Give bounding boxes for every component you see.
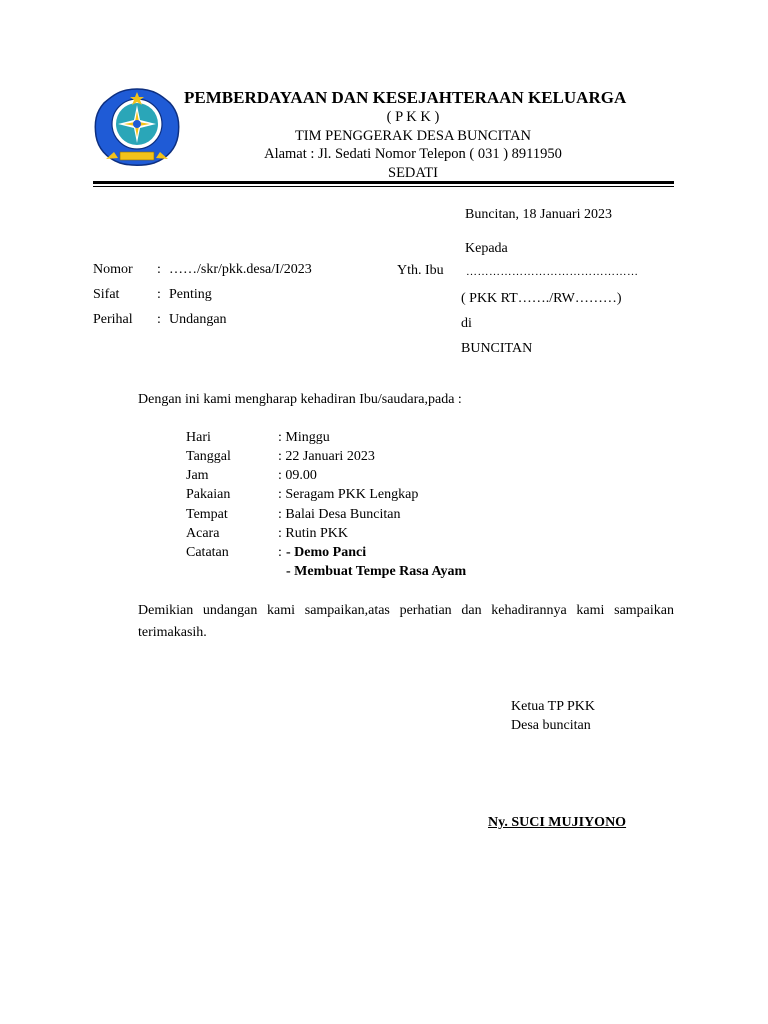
detail-label: Acara	[186, 526, 220, 541]
detail-value: : 09.00	[278, 468, 317, 483]
detail-value: : Rutin PKK	[278, 526, 349, 541]
meta-label-nomor: Nomor	[93, 262, 133, 277]
meta-label-perihal: Perihal	[93, 312, 133, 327]
meta-value-sifat: Penting	[169, 287, 212, 302]
signature-title: Ketua TP PKK	[511, 699, 595, 714]
signature-name: Ny. SUCI MUJIYONO	[488, 815, 627, 830]
pkk-emblem-logo	[92, 86, 182, 168]
meta-sep: :	[157, 262, 161, 277]
place-date: Buncitan, 18 Januari 2023	[465, 207, 612, 222]
meta-sep: :	[157, 312, 161, 327]
recipient-di: di	[461, 316, 472, 331]
org-title: PEMBERDAYAAN DAN KESEJAHTERAAN KELUARGA	[184, 88, 627, 107]
detail-value: : Seragam PKK Lengkap	[278, 487, 419, 502]
detail-label: Catatan	[186, 545, 229, 560]
meta-label-sifat: Sifat	[93, 287, 120, 302]
detail-value: :	[278, 545, 282, 560]
recipient-rtrw: ( PKK RT……./RW………)	[461, 291, 622, 306]
org-abbr: ( P K K )	[386, 109, 440, 125]
meta-value-perihal: Undangan	[169, 312, 227, 327]
org-address: Alamat : Jl. Sedati Nomor Telepon ( 031 ) 8911950	[264, 146, 562, 162]
meta-sep: :	[157, 287, 161, 302]
team-name: TIM PENGGERAK DESA BUNCITAN	[294, 127, 532, 144]
detail-label: Hari	[186, 430, 211, 445]
letterhead-block	[230, 108, 596, 182]
header-rule-thin	[93, 186, 674, 187]
org-city: SEDATI	[388, 164, 438, 181]
signature-unit: Desa buncitan	[511, 718, 591, 733]
recipient-place: BUNCITAN	[461, 341, 533, 356]
closing-paragraph: Demikian undangan kami sampaikan,atas perhatian dan kehadirannya kami sampaikan terimakasih.	[138, 603, 674, 640]
note-item: - Membuat Tempe Rasa Ayam	[286, 564, 467, 579]
header-rule-thick	[93, 181, 674, 184]
note-item: - Demo Panci	[286, 545, 367, 560]
detail-value: : 22 Januari 2023	[278, 449, 375, 464]
detail-label: Tanggal	[186, 449, 231, 464]
recipient-yth: Yth. Ibu	[397, 263, 444, 278]
recipient-kepada: Kepada	[465, 241, 508, 256]
recipient-dots: ………………………………………	[466, 266, 639, 278]
detail-value: : Balai Desa Buncitan	[278, 507, 401, 522]
detail-value: : Minggu	[278, 430, 330, 445]
intro-text: Dengan ini kami mengharap kehadiran Ibu/saudara,pada :	[138, 392, 462, 407]
detail-label: Jam	[186, 468, 209, 483]
detail-label: Tempat	[186, 507, 228, 522]
meta-value-nomor: ……/skr/pkk.desa/I/2023	[169, 262, 312, 277]
detail-label: Pakaian	[186, 487, 231, 502]
